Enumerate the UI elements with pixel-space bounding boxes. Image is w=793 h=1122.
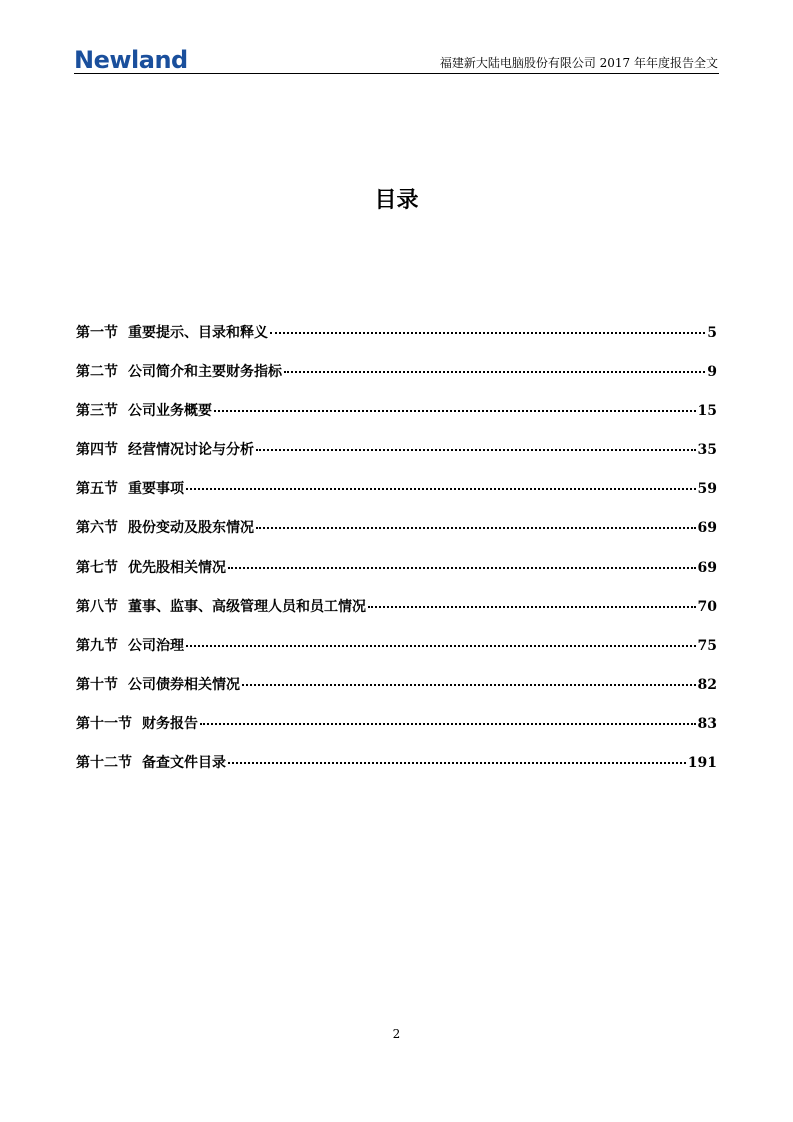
header-divider [74,73,719,74]
toc-entry[interactable] [76,674,717,713]
toc-entry-title: 公司债券相关情况 [128,676,240,693]
toc-section-label: 第十二节 [76,755,132,772]
dot-leader [270,328,705,334]
toc-section-label: 第八节 [76,598,118,615]
dot-leader [228,563,696,569]
toc-page-number: 75 [697,637,717,654]
dot-leader [256,523,696,529]
toc-page-number: 70 [697,598,717,615]
toc-entry[interactable] [76,557,717,596]
document-title: 福建新大陆电脑股份有限公司 2017 年年度报告全文 [439,56,718,70]
toc-page-number: 5 [707,325,717,341]
toc-entry[interactable] [76,596,717,635]
dot-leader [242,680,696,686]
toc-entry[interactable] [76,400,717,439]
toc-section-label: 第四节 [76,442,118,459]
toc-section-label: 第七节 [76,559,118,576]
toc-entry[interactable] [76,439,717,478]
toc-page-number: 15 [697,403,717,420]
dot-leader [214,406,696,412]
toc-entry[interactable] [76,361,717,400]
toc-page-number: 83 [697,715,717,732]
page-number: 2 [392,1027,401,1041]
toc-section-label: 第五节 [76,481,118,498]
toc-page-number: 9 [707,364,717,381]
toc-page-number: 35 [697,442,717,459]
toc-section-label: 第十一节 [76,715,132,732]
toc-entry-title: 优先股相关情况 [128,559,226,576]
toc-entry-title: 公司业务概要 [128,403,212,420]
toc-section-label: 第十节 [76,676,118,693]
toc-entry-title: 备查文件目录 [142,755,226,772]
toc-section-label: 第三节 [76,403,118,420]
toc-entry[interactable] [76,635,717,674]
toc-entry[interactable] [76,322,717,361]
dot-leader [186,641,696,647]
toc-entry-title: 重要事项 [128,481,184,498]
toc-section-label: 第六节 [76,520,118,537]
toc-entry-title: 股份变动及股东情况 [128,520,254,537]
toc-entry-title: 董事、监事、高级管理人员和员工情况 [128,598,366,615]
table-of-contents [76,322,717,791]
toc-page-number: 191 [687,755,717,772]
toc-entry-title: 重要提示、目录和释义 [128,325,268,341]
toc-entry-title: 经营情况讨论与分析 [128,442,254,459]
toc-section-label: 第二节 [76,364,118,381]
dot-leader [256,445,696,451]
toc-section-label: 第一节 [76,325,118,341]
toc-entry-title: 公司治理 [128,637,184,654]
toc-page-number: 69 [697,559,717,576]
toc-entry[interactable] [76,517,717,556]
toc-entry[interactable] [76,478,717,517]
toc-entry-title: 财务报告 [142,715,198,732]
toc-page-number: 82 [697,676,717,693]
toc-entry[interactable] [76,752,717,791]
dot-leader [284,367,705,373]
dot-leader [368,602,696,608]
dot-leader [200,719,696,725]
dot-leader [186,484,696,490]
toc-page-number: 69 [697,520,717,537]
toc-entry-title: 公司简介和主要财务指标 [128,364,282,381]
newland-logo: Newland [74,46,188,74]
dot-leader [228,758,686,764]
toc-entry[interactable] [76,713,717,752]
page-title: 目录 [374,188,419,213]
toc-page-number: 59 [697,481,717,498]
toc-section-label: 第九节 [76,637,118,654]
